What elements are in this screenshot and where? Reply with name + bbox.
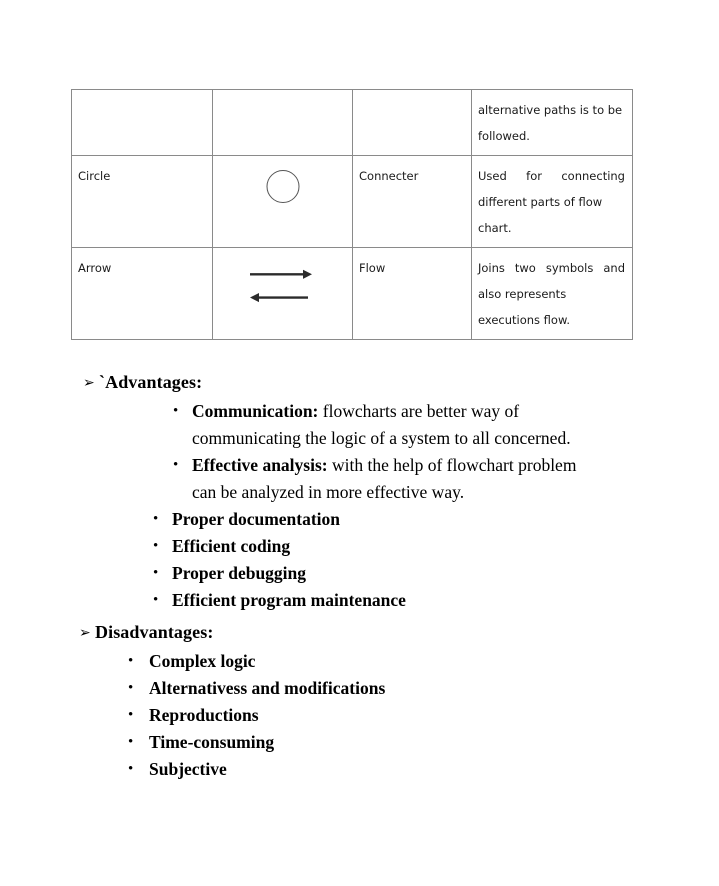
circle-symbol-container xyxy=(213,156,352,247)
cell-symbol-graphic xyxy=(213,248,353,340)
list-item: • Alternativess and modifications xyxy=(149,675,719,702)
description-body: alternative paths is to be xyxy=(478,103,623,117)
list-item-lead: Effective analysis: xyxy=(192,455,328,475)
disadvantages-list xyxy=(0,648,719,783)
cell-symbol-name xyxy=(72,248,213,340)
symbol-name-text: Circle xyxy=(78,169,111,183)
circle-icon xyxy=(266,170,299,203)
document-body xyxy=(0,368,719,783)
arrow-bullet-icon: ➢ xyxy=(79,625,91,641)
cell-symbol-graphic xyxy=(213,156,353,248)
cell-symbol-description xyxy=(472,156,633,248)
advantages-heading-text: `Advantages: xyxy=(99,372,203,392)
symbol-description-text xyxy=(472,156,632,247)
double-arrow-icon xyxy=(213,248,352,339)
cell-symbol-label xyxy=(353,248,472,340)
arrow-symbol-container xyxy=(213,248,352,339)
list-item: • Proper documentation xyxy=(172,506,719,533)
table-row xyxy=(72,90,633,156)
list-item-last-line: can be analyzed in more effective way. xyxy=(192,482,465,502)
symbol-label-text: Connecter xyxy=(359,169,419,183)
empty-symbol-placeholder xyxy=(213,90,352,155)
advantages-paragraph-list xyxy=(0,398,719,506)
list-item xyxy=(192,452,647,506)
table-row xyxy=(72,248,633,340)
advantages-heading xyxy=(0,368,719,398)
description-last-line: chart. xyxy=(478,221,512,235)
cell-symbol-name xyxy=(72,90,213,156)
table-row xyxy=(72,156,633,248)
list-item: • Subjective xyxy=(149,756,719,783)
list-item: • Complex logic xyxy=(149,648,719,675)
cell-symbol-label xyxy=(353,90,472,156)
symbol-description-text xyxy=(472,248,632,339)
list-item-lead: Communication: xyxy=(192,401,319,421)
flowchart-symbols-table xyxy=(71,89,633,340)
arrow-bullet-icon: ➢ xyxy=(83,375,95,391)
list-item: • Proper debugging xyxy=(172,560,719,587)
cell-symbol-description xyxy=(472,248,633,340)
description-last-line: executions flow. xyxy=(478,313,570,327)
description-body: Joins two symbols and also represents xyxy=(478,261,625,301)
cell-symbol-name xyxy=(72,156,213,248)
description-body: Used for connecting different parts of flow xyxy=(478,169,625,209)
cell-symbol-graphic xyxy=(213,90,353,156)
list-item xyxy=(192,398,647,452)
symbol-description-text xyxy=(472,90,632,155)
cell-symbol-description xyxy=(472,90,633,156)
description-last-line: followed. xyxy=(478,129,530,143)
list-item-tail: flowcharts are better way of xyxy=(318,401,520,421)
disadvantages-heading xyxy=(0,618,719,648)
symbol-name-text: Arrow xyxy=(78,261,112,275)
disadvantages-heading-text: Disadvantages: xyxy=(95,622,214,642)
list-item: • Time-consuming xyxy=(149,729,719,756)
symbol-label-text: Flow xyxy=(359,261,386,275)
list-item: • Efficient coding xyxy=(172,533,719,560)
symbol-name-text xyxy=(72,90,212,103)
list-item-last-line: communicating the logic of a system to all concerned. xyxy=(192,428,571,448)
list-item: • Efficient program maintenance xyxy=(172,587,719,614)
list-item: • Reproductions xyxy=(149,702,719,729)
advantages-short-list xyxy=(0,506,719,614)
list-item-tail: with the help of flowchart problem xyxy=(327,455,577,475)
cell-symbol-label xyxy=(353,156,472,248)
symbol-label-text xyxy=(353,90,471,103)
